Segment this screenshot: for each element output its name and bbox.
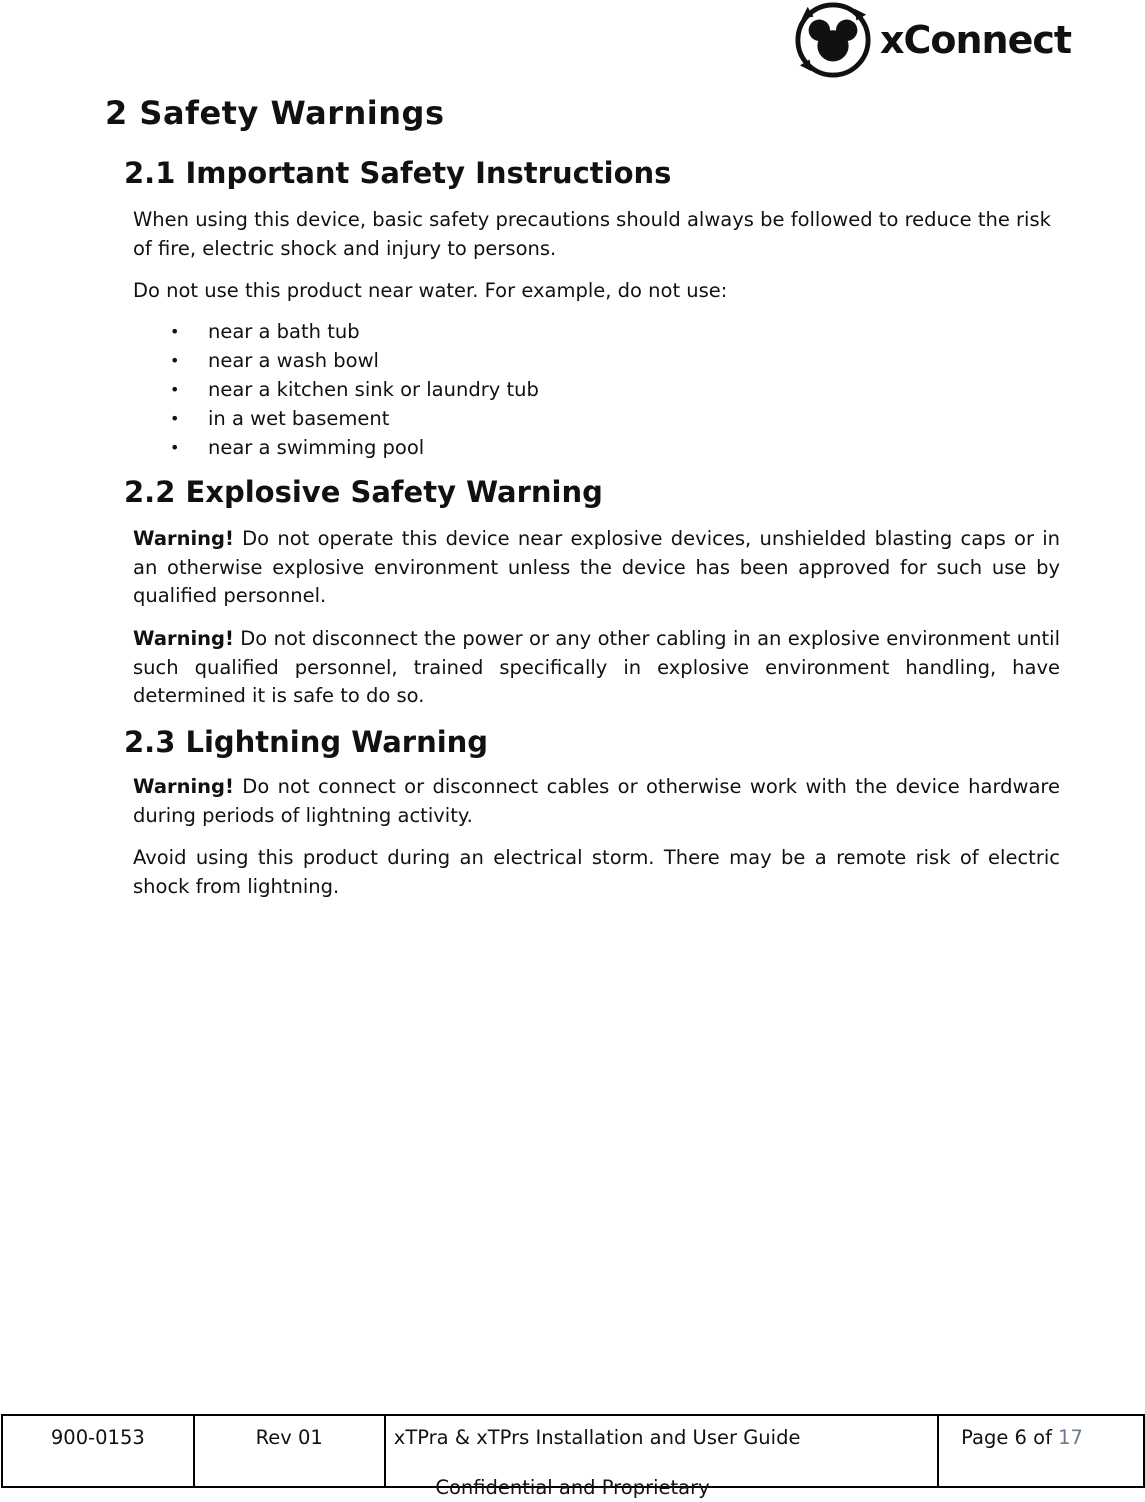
list-item: • near a swimming pool: [133, 433, 539, 462]
bullet-icon: •: [170, 351, 180, 370]
warning-label: Warning!: [133, 527, 234, 550]
subsection-2-1-title: 2.1 Important Safety Instructions: [124, 156, 672, 190]
warning-label: Warning!: [133, 627, 234, 650]
bullet-icon: •: [170, 409, 180, 428]
doc-title: xTPra & xTPrs Installation and User Guide: [385, 1415, 938, 1487]
subsection-2-2-title: 2.2 Explosive Safety Warning: [124, 475, 603, 509]
doc-number: 900-0153: [2, 1415, 194, 1487]
paragraph-explosive-warning-1: Warning! Do not operate this device near explosive devices, unshielded blasting caps or in an otherwise explosive environment unless the device has been approved for such use by qualified personnel.: [133, 527, 1060, 607]
list-item: • near a bath tub: [133, 317, 539, 346]
page-total: 17: [1058, 1426, 1083, 1449]
list-item: • near a wash bowl: [133, 346, 539, 375]
confidential-notice: Confidential and Proprietary: [435, 1476, 710, 1499]
warning-label: Warning!: [133, 775, 234, 798]
bullet-icon: •: [170, 322, 180, 341]
bullet-icon: •: [170, 380, 180, 399]
paragraph-electrical-storm: Avoid using this product during an electrical storm. There may be a remote risk of electric shock from lightning.: [133, 846, 1060, 898]
mouse-head-recycle-icon: [794, 1, 872, 79]
revision: Rev 01: [194, 1415, 385, 1487]
paragraph-precautions: When using this device, basic safety precautions should always be followed to reduce the risk of fire, electric shock and injury to persons.: [133, 208, 1051, 260]
paragraph-lightning-warning: Warning! Do not connect or disconnect cables or otherwise work with the device hardware during periods of lightning activity.: [133, 775, 1060, 827]
water-list: [133, 317, 539, 462]
list-item: • in a wet basement: [133, 404, 539, 433]
section-title: 2 Safety Warnings: [105, 94, 445, 132]
brand-name: xConnect: [880, 18, 1072, 62]
page-number: Page 6 of 17: [938, 1415, 1144, 1487]
paragraph-explosive-warning-2: Warning! Do not disconnect the power or any other cabling in an explosive environment until such qualified personnel, trained specifically in explosive environment handling, have determined it is safe to do so.: [133, 627, 1060, 707]
paragraph-water: Do not use this product near water. For example, do not use:: [133, 279, 728, 302]
subsection-2-3-title: 2.3 Lightning Warning: [124, 725, 489, 759]
list-item: • near a kitchen sink or laundry tub: [133, 375, 539, 404]
xconnect-logo: [794, 0, 1072, 80]
bullet-icon: •: [170, 438, 180, 457]
